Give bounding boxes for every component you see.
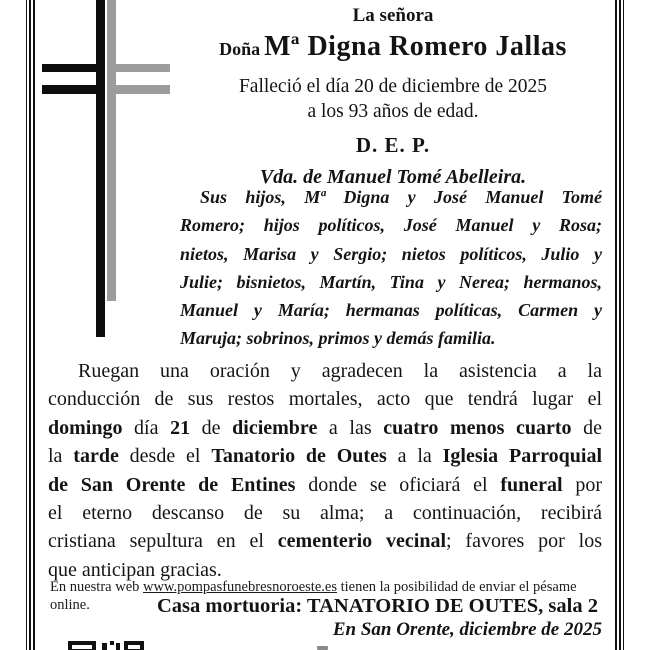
cross-arm [109, 85, 170, 94]
qr-finder-square [68, 641, 96, 650]
border-line [33, 0, 35, 650]
honorific: Doña [219, 39, 261, 59]
announcement-line: cristiana sepultura en el cementerio vecinal; favores por los [48, 530, 602, 553]
announcement-line: Ruegan una oración y agradecen la asistencia a la [78, 360, 602, 382]
announcement-line: la tarde desde el Tanatorio de Outes a la Iglesia Parroquial [48, 445, 602, 468]
place-date-line: En San Orente, diciembre de 2025 [332, 619, 602, 640]
deceased-name-line [180, 28, 606, 70]
web-notice-suffix: tienen la posibilidad de enviar el pésame online. [50, 579, 577, 613]
cross-upright [96, 0, 105, 337]
announcement-line: que anticipan gracias. [48, 558, 222, 581]
condolences-url-link[interactable]: www.pompasfunebresnoroeste.es [143, 579, 337, 595]
cross-arm [110, 64, 170, 72]
death-date-line: Falleció el día 20 de diciembre de 2025 [238, 76, 548, 97]
rip-abbreviation: D. E. P. [355, 133, 431, 157]
family-paragraph [180, 183, 602, 353]
family-line: Julie; bisnietos, Martín, Tina y Nerea; hermanos, [180, 271, 602, 292]
qr-finder-square [124, 641, 144, 650]
header [180, 4, 606, 190]
border-line [615, 0, 617, 650]
cropped-logo-mark [317, 646, 328, 650]
web-notice-prefix: En nuestra web [50, 579, 144, 595]
family-line: nietos, Marisa y Sergio; nietos políticos, Julio y [180, 243, 602, 264]
family-line: Romero; hijos políticos, José Manuel y Rosa; [180, 215, 602, 236]
qr-module [110, 641, 114, 645]
announcement-line: conducción de sus restos mortales, acto que tendrá lugar el [48, 388, 602, 411]
mortuary-line: Casa mortuoria: TANATORIO DE OUTES, sala 2 [157, 595, 598, 617]
pre-title: La señora [352, 5, 434, 26]
announcement-paragraph [48, 357, 602, 584]
family-line: Manuel y María; hermanas políticas, Carmen y [180, 300, 602, 321]
border-line [29, 0, 31, 650]
age-line: a los 93 años de edad. [307, 101, 479, 122]
widow-line: Vda. de Manuel Tomé Abelleira. [259, 166, 527, 188]
qr-code-icon [66, 641, 146, 650]
qr-module [102, 643, 107, 650]
border-line [619, 0, 621, 650]
deceased-name: Mª Digna Romero Jallas [264, 31, 567, 62]
announcement-line: el eterno descanso de su alma; a continuación, recibirá [48, 502, 602, 525]
cross-arm [42, 85, 102, 94]
border-line [26, 0, 27, 650]
cross-upright [107, 0, 116, 301]
announcement-line: de San Orente de Entines donde se oficiará el funeral por [48, 473, 602, 496]
family-line: Sus hijos, Mª Digna y José Manuel Tomé [200, 187, 602, 207]
qr-module [116, 643, 120, 650]
border-line [623, 0, 624, 650]
announcement-line: domingo día 21 de diciembre a las cuatro menos cuarto de [48, 416, 602, 439]
family-line: Maruja; sobrinos, primos y demás familia. [180, 328, 496, 349]
